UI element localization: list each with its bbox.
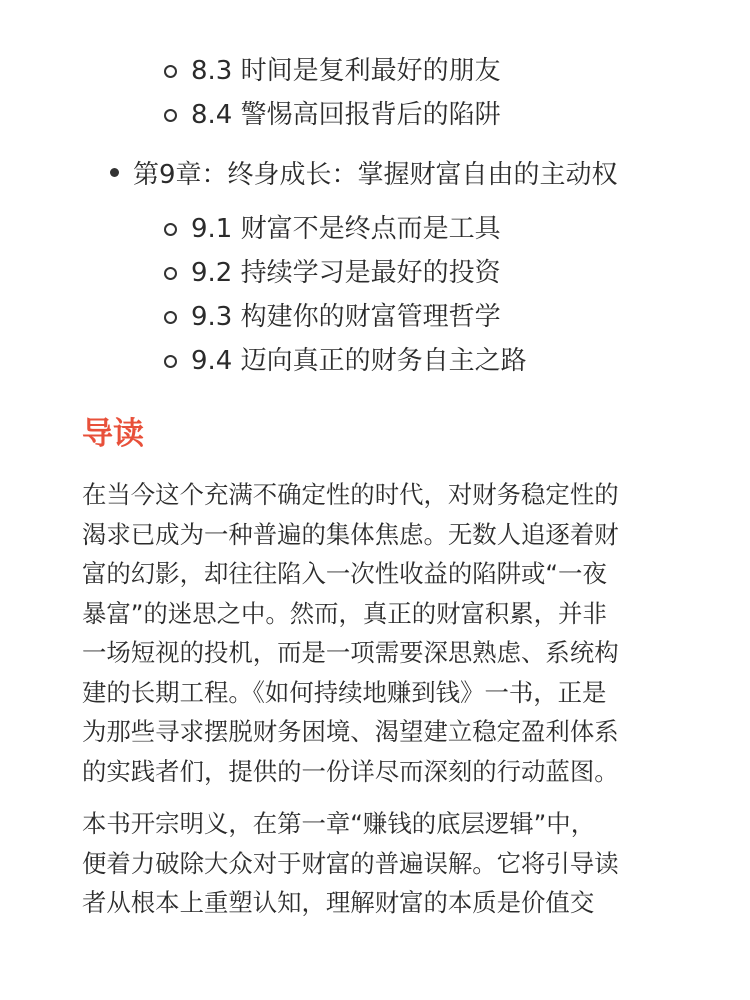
circle-bullet-icon	[164, 311, 177, 324]
paragraph-line: 者从根本上重塑认知，理解财富的本质是价值交	[82, 888, 595, 917]
paragraph-line: 暴富”的迷思之中。然而，真正的财富积累，并非	[82, 598, 607, 628]
toc-item	[164, 93, 501, 137]
paragraph-line: 建的长期工程。《如何持续地赚到钱》一书，正是	[82, 677, 607, 707]
section-heading-intro: 导读	[82, 416, 144, 452]
circle-bullet-icon	[164, 109, 177, 122]
circle-bullet-icon	[164, 65, 177, 78]
toc-item	[164, 295, 527, 339]
toc-item	[164, 339, 527, 383]
toc-item-label: 8.3 时间是复利最好的朋友	[191, 56, 501, 86]
toc-chapter-9	[110, 150, 618, 194]
toc-item-label: 9.1 财富不是终点而是工具	[191, 214, 501, 244]
toc-chapter9-sublist	[164, 207, 527, 383]
paragraph-line: 的实践者们，提供的一份详尽而深刻的行动蓝图。	[82, 756, 619, 786]
paragraph-line: 富的幻影，却往往陷入一次性收益的陷阱或“一夜	[82, 559, 607, 588]
intro-paragraph-2	[82, 804, 682, 923]
paragraph-line: 便着力破除大众对于财富的普遍误解。它将引导读	[82, 848, 619, 878]
circle-bullet-icon	[164, 267, 177, 280]
toc-item-label: 9.2 持续学习是最好的投资	[191, 258, 501, 288]
toc-item	[164, 251, 527, 295]
paragraph-line: 渴求已成为一种普遍的集体焦虑。无数人追逐着财	[82, 519, 619, 549]
paragraph-line: 在当今这个充满不确定性的时代，对财务稳定性的	[82, 480, 619, 509]
paragraph-line: 一场短视的投机，而是一项需要深思熟虑、系统构	[82, 638, 619, 667]
circle-bullet-icon	[164, 355, 177, 368]
circle-bullet-icon	[164, 223, 177, 236]
toc-item	[164, 207, 527, 251]
intro-paragraph-1	[82, 475, 682, 791]
toc-item	[164, 49, 501, 93]
toc-item-label: 8.4 警惕高回报背后的陷阱	[191, 100, 501, 130]
toc-chapter8-sublist	[164, 49, 501, 137]
disc-bullet-icon	[110, 168, 119, 177]
toc-chapter-title: 第9章：终身成长：掌握财富自由的主动权	[133, 159, 618, 190]
toc-item-label: 9.4 迈向真正的财务自主之路	[191, 346, 527, 376]
paragraph-line: 本书开宗明义，在第一章“赚钱的底层逻辑”中，	[82, 809, 596, 838]
paragraph-line: 为那些寻求摆脱财务困境、渴望建立稳定盈利体系	[82, 717, 619, 746]
toc-item-label: 9.3 构建你的财富管理哲学	[191, 302, 501, 332]
